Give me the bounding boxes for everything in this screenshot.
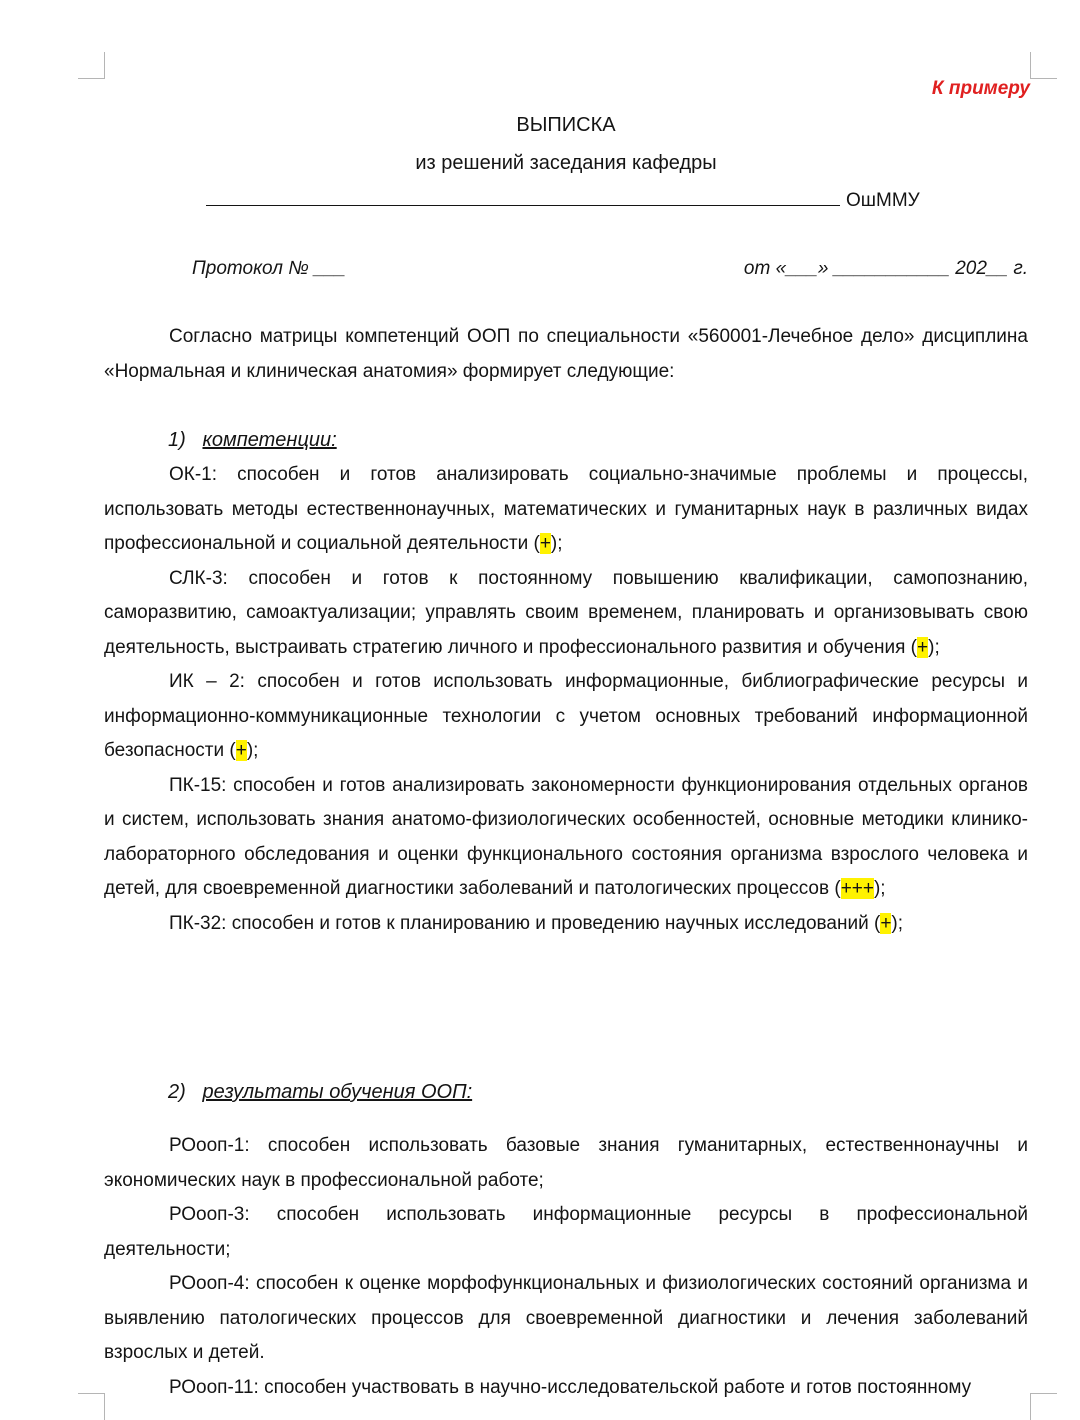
outcome-item: РОооп-3: способен использовать информационные ресурсы в профессиональной деятельности; [104,1204,1028,1260]
page-corner-mark-top-right [1030,52,1057,79]
section-title: компетенции: [202,429,337,451]
intro-paragraph [104,320,1028,389]
outcome-item: РОооп-4: способен к оценке морфофункциональных и физиологических состояний организма и выявлению патологических процессов для своевременной диагностики и лечения заболеваний взрослых и детей. [104,1273,1028,1363]
outcomes-list [104,1129,1028,1405]
page-corner-mark-bottom-left [78,1393,105,1420]
department-blank[interactable] [206,191,840,206]
competency-item: ОК-1: способен и готов анализировать социально-значимые проблемы и процессы, использовать методы естественнонаучных, математических и гуманитарных наук в различных видах профессиональной и социальной деятельности (+); [104,464,1028,554]
section-outcomes-heading [168,1081,472,1104]
outcome-item: РОооп-1: способен использовать базовые знания гуманитарных, естественнонаучны и экономических наук в профессиональной работе; [104,1135,1028,1191]
section-competencies-heading [168,429,337,452]
assessment-mark: + [235,740,247,761]
protocol-date: от «___» ___________ 202__ г. [743,258,1028,279]
section-title: результаты обучения ООП: [202,1081,473,1103]
competency-item: ПК-32: способен и готов к планированию и проведению научных исследований (+); [169,912,904,934]
section-number: 2) [168,1081,186,1103]
department-line [206,190,920,212]
section-number: 1) [168,429,186,451]
competency-item: СЛК-3: способен и готов к постоянному повышению квалификации, самопознанию, саморазвитию, самоактуализации; управлять своим временем, планировать и организовывать свою деятельность, выстраивать стратегию личного и профессионального развития и обучения (+); [104,567,1028,658]
assessment-mark: + [880,912,892,934]
department-suffix: ОшММУ [846,190,920,211]
outcome-item: РОооп-11: способен участвовать в научно-исследовательской работе и готов постоянному [169,1376,972,1398]
competency-item: ИК – 2: способен и готов использовать информационные, библиографические ресурсы и информационно-коммуникационные технологии с учетом основных требований информационной безопасности (+); [104,671,1028,761]
assessment-mark: +++ [840,878,874,899]
assessment-mark: + [539,533,551,554]
page-corner-mark-bottom-right [1030,1393,1057,1420]
assessment-mark: + [917,636,929,658]
page-corner-mark-top-left [78,52,105,79]
competency-item: ПК-15: способен и готов анализировать закономерности функционирования отдельных органов и систем, использовать знания анатомо-физиологических особенностей, основные методики клинико-лабораторного обследования и оценки функционального состояния организма взрослого человека и детей, для своевременной диагностики заболеваний и патологических процессов (+++); [104,774,1028,899]
example-note: К примеру [931,78,1030,99]
intro-text: Согласно матрицы компетенций ООП по специальности «560001-Лечебное дело» дисциплина «Нормальная и клиническая анатомия» формирует следующие: [104,326,1028,382]
protocol-number: Протокол № ___ [192,258,346,279]
document-title: ВЫПИСКА [516,114,616,136]
competencies-list [104,458,1028,941]
document-subtitle: из решений заседания кафедры [415,152,717,174]
